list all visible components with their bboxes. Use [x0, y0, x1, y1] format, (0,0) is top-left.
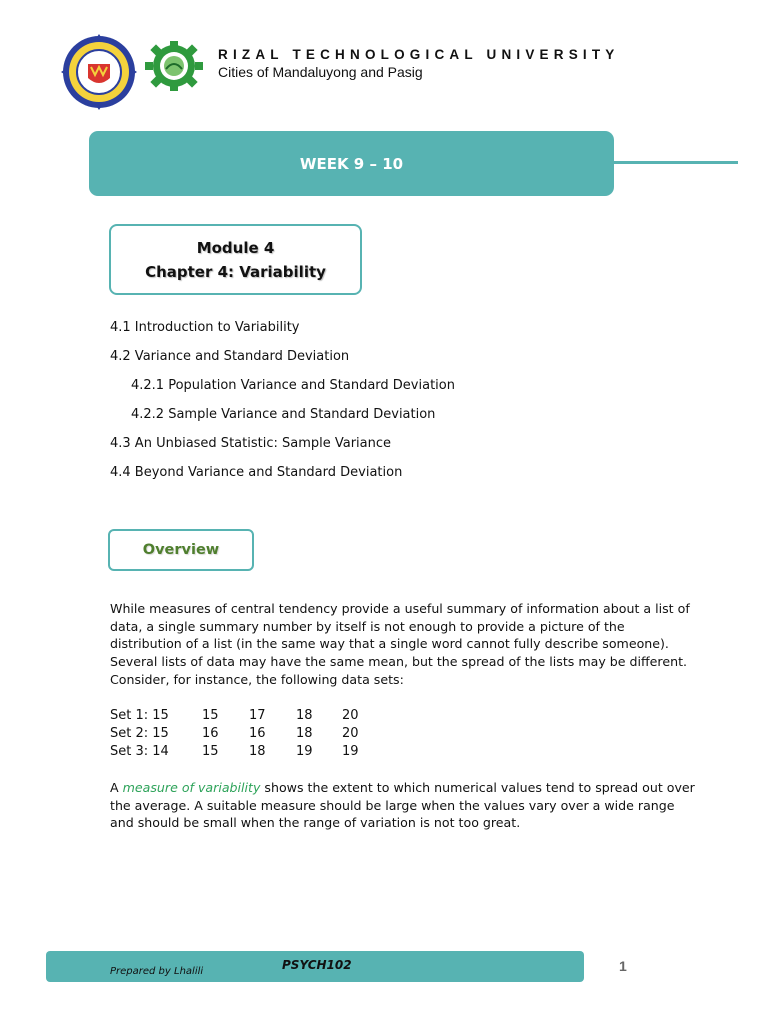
variability-paragraph	[110, 779, 700, 832]
paragraph-rest: shows the extent to which numerical values tend to spread out over the average. A suitable measure should be large when the values vary over a wide range and should be small when the range of variation is not too great.	[110, 780, 695, 831]
prepared-by: Prepared by Lhalili	[110, 966, 204, 977]
set-value: 20	[342, 726, 359, 741]
paragraph-lead: A	[110, 780, 123, 795]
set-value: 15	[202, 744, 219, 759]
module-title-box	[109, 224, 362, 295]
chapter-title: Chapter 4: Variability	[145, 262, 326, 281]
set-value: 18	[249, 744, 266, 759]
overview-heading: Overview	[142, 542, 220, 558]
toc-subitem: 4.2.2 Sample Variance and Standard Deviation	[131, 407, 436, 422]
set-label: Set 1: 15	[110, 708, 169, 723]
toc-item: 4.4 Beyond Variance and Standard Deviation	[110, 465, 403, 480]
module-number: Module 4	[196, 238, 275, 257]
week-banner	[89, 131, 614, 196]
toc-subitem: 4.2.1 Population Variance and Standard Deviation	[131, 378, 455, 393]
university-name: RIZAL TECHNOLOGICAL UNIVERSITY	[218, 47, 620, 62]
set-value: 15	[202, 708, 219, 723]
course-code: PSYCH102	[282, 958, 352, 972]
banner-divider-line	[612, 161, 738, 164]
term-measure-of-variability: measure of variability	[122, 780, 261, 795]
overview-heading-box	[108, 529, 254, 571]
university-location: Cities of Mandaluyong and Pasig	[218, 64, 423, 80]
set-value: 20	[342, 708, 359, 723]
set-label: Set 3: 14	[110, 744, 169, 759]
set-value: 19	[342, 744, 359, 759]
set-value: 16	[249, 726, 266, 741]
page-number: 1	[619, 958, 627, 974]
university-seal-logo	[61, 34, 137, 110]
week-label: WEEK 9 – 10	[299, 154, 404, 173]
set-value: 19	[296, 744, 313, 759]
overview-paragraph	[110, 600, 700, 689]
set-value: 16	[202, 726, 219, 741]
set-value: 17	[249, 708, 266, 723]
toc-item: 4.2 Variance and Standard Deviation	[110, 349, 350, 364]
set-label: Set 2: 15	[110, 726, 169, 741]
toc-item: 4.1 Introduction to Variability	[110, 320, 300, 335]
set-value: 18	[296, 708, 313, 723]
toc-item: 4.3 An Unbiased Statistic: Sample Variance	[110, 436, 392, 451]
city-seal-logo	[145, 41, 203, 91]
set-value: 18	[296, 726, 313, 741]
paragraph-text: While measures of central tendency provide a useful summary of information about a list of data, a single summary number by itself is not enough to provide a picture of the distribution of a list (in the same way that a single word cannot fully describe someone). Several lists of data may have the same mean, but the spread of the lists may be different. Consider, for instance, the following data sets:	[110, 601, 690, 687]
